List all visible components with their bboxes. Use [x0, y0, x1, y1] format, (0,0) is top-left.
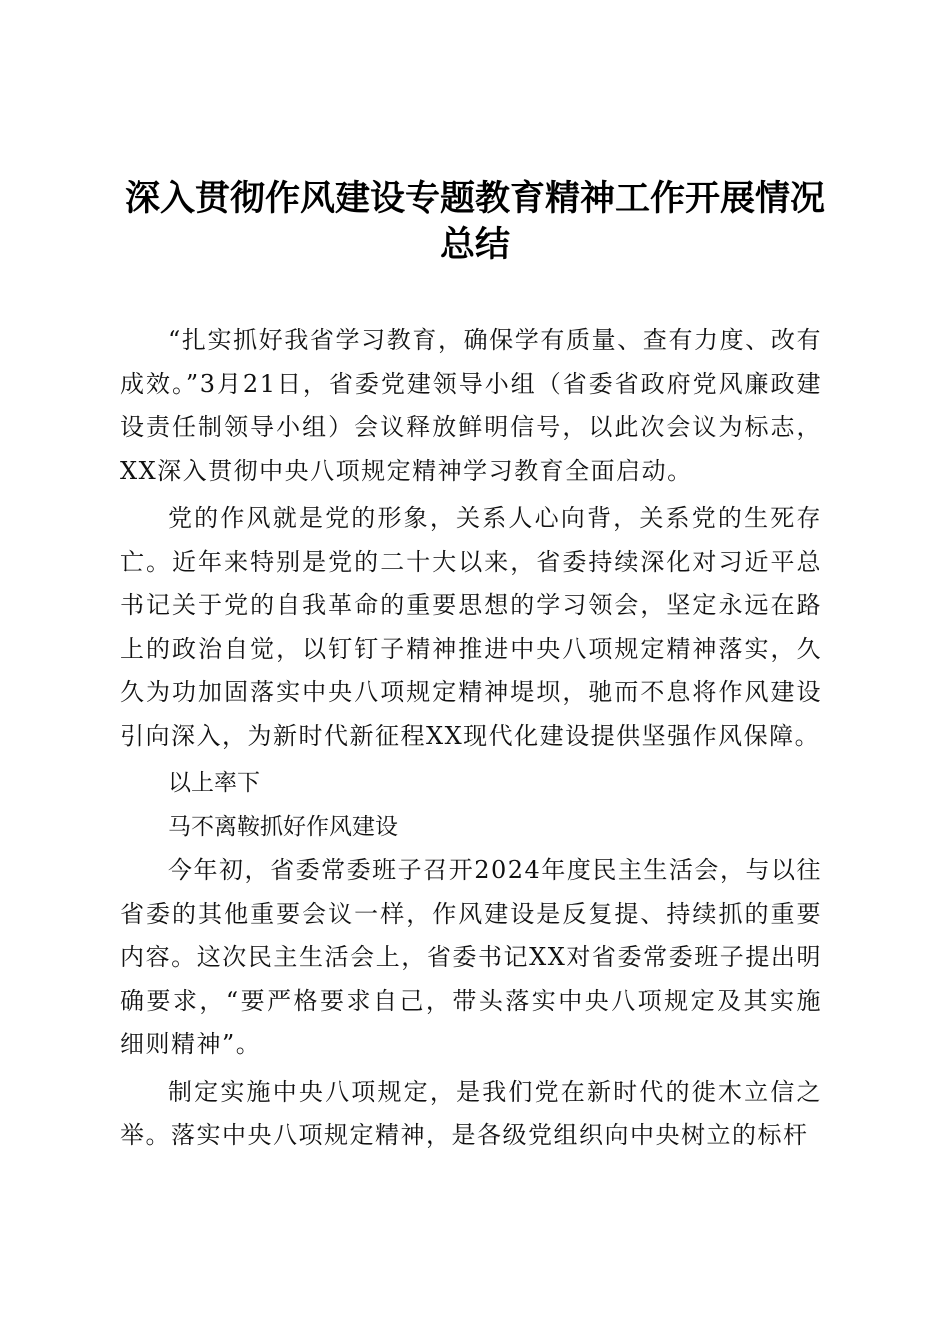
section-heading-1: 以上率下: [168, 770, 260, 796]
section-heading-2: 马不离鞍抓好作风建设: [168, 813, 398, 840]
title-line-2: 总结: [439, 224, 510, 265]
paragraph-2: 党的作风就是党的形象，关系人心向背，关系党的生死存亡。近年来特别是党的二十大以来，省委持续深化对习近平总书记关于党的自我革命的重要思想的学习领会，坚定永远在路上的政治自觉，以钉钉子精神推进中央八项规定精神落实，久久为功加固落实中央八项规定精神堤坝，驰而不息将作风建设引向深入，为新时代新征程XX现代化建设提供坚强作风保障。: [120, 504, 822, 750]
paragraph-3: 今年初，省委常委班子召开2024年度民主生活会，与以往省委的其他重要会议一样，作风建设是反复提、持续抓的重要内容。这次民主生活会上，省委书记XX对省委常委班子提出明确要求，“要严格要求自己，带头落实中央八项规定及其实施细则精神”。: [120, 856, 822, 1058]
document-title: [110, 176, 840, 268]
title-line-1: 深入贯彻作风建设专题教育精神工作开展情况: [124, 178, 825, 219]
document-body: [120, 319, 822, 1162]
paragraph-4: 制定实施中央八项规定，是我们党在新时代的徙木立信之举。落实中央八项规定精神，是各级党组织向中央树立的标杆: [120, 1077, 822, 1149]
paragraph-1: “扎实抓好我省学习教育，确保学有质量、查有力度、改有成效。”3月21日，省委党建领导小组（省委省政府党风廉政建设责任制领导小组）会议释放鲜明信号，以此次会议为标志，XX深入贯彻中央八项规定精神学习教育全面启动。: [120, 326, 822, 485]
